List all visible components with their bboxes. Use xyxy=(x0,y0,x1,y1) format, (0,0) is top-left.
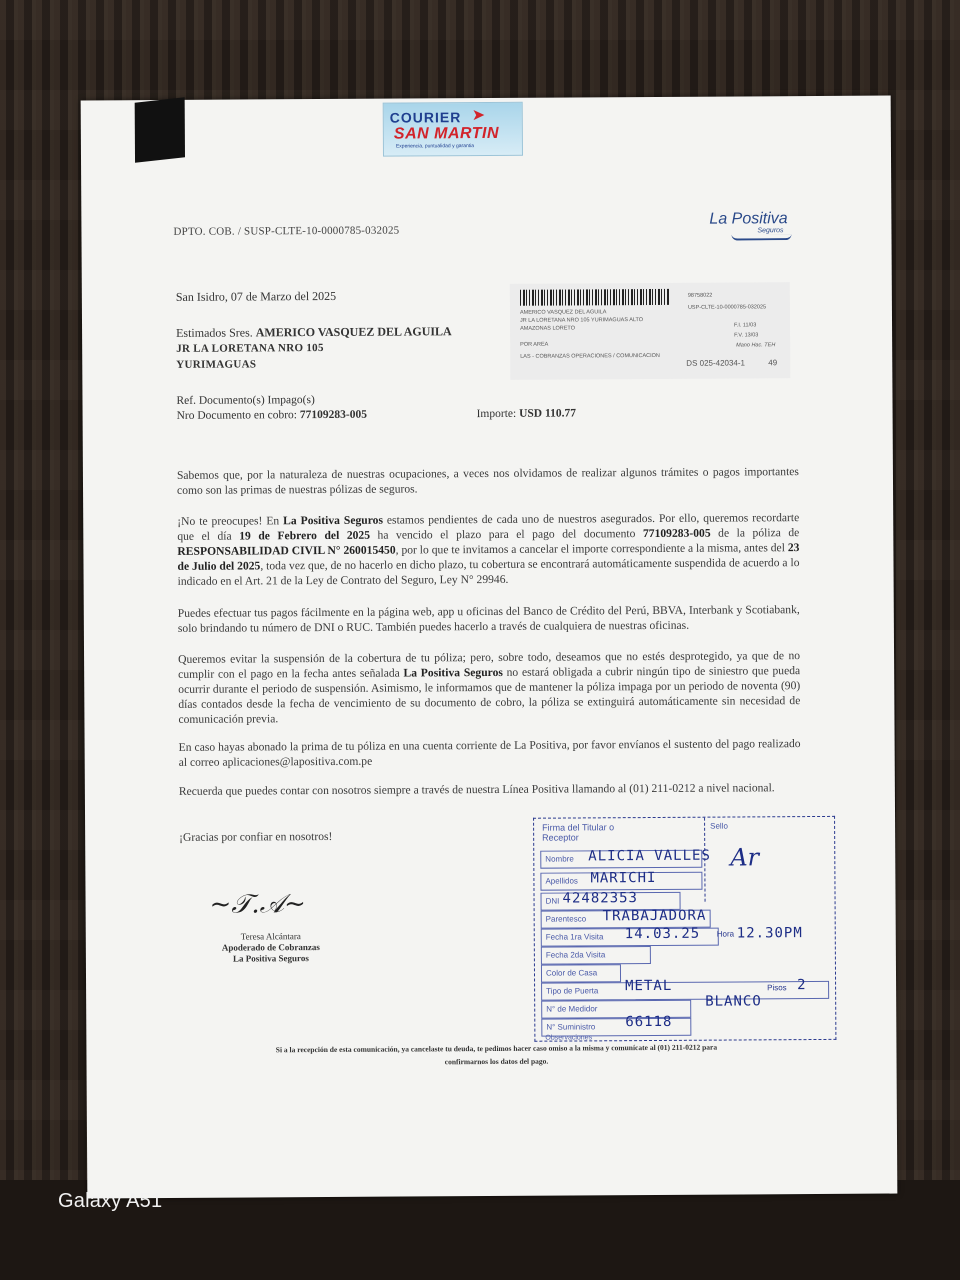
receipt-medidor-field: N° de Medidor xyxy=(541,1000,691,1019)
paragraph-3: Puedes efectuar tus pagos fácilmente en la página web, app u oficinas del Banco de Crédito del Perú, BBVA, Interbank y Scotiabank, solo brindando tu número de DNI o RUC. También puedes hacerlo a través de cualquiera de nuestras oficinas. xyxy=(177,603,800,635)
logo-swoosh-icon xyxy=(731,234,791,240)
receipt-tipo-value: METAL xyxy=(625,977,673,995)
salutation xyxy=(176,324,452,341)
receipt-tipo-field: Tipo de Puerta xyxy=(541,981,829,1001)
sticker-line-2: JR LA LORETANA NRO 105 YURIMAGUAS ALTO xyxy=(519,317,644,324)
p2-text-k: , toda vez que, de no hacerlo en dicho plazo, tu cobertura se encontrará automáticamente suspendida de acuerdo a lo indicado en el Art. 21 de la Ley de Contrato del Seguro, Ley N° 29946. xyxy=(177,556,800,588)
receipt-fecha2-field: Fecha 2da Visita xyxy=(541,946,651,965)
receipt-pisos-label: Pisos xyxy=(767,983,787,993)
reference-line: Ref. Documento(s) Impago(s) xyxy=(176,394,315,407)
department-reference: DPTO. COB. / SUSP-CLTE-10-0000785-032025 xyxy=(173,224,400,238)
p4-text-a: Queremos evitar la suspensión de la cobertura de tu póliza; pero, sobre todo, deseamos que no estés desprotegido, ya que de no cumplir con el pago en la fecha antes señalada xyxy=(178,649,801,681)
p2-text-g: de la póliza de xyxy=(710,526,800,540)
receipt-title: Firma del Titular o Receptor xyxy=(542,822,615,843)
p2-text-e: ha vencido el plazo para el pago del documento xyxy=(369,527,644,542)
receipt-dni-value: 42482353 xyxy=(562,890,639,907)
receipt-stamp-form xyxy=(533,816,836,1042)
courier-bird-icon: ➤ xyxy=(471,107,486,125)
receipt-color-field: Color de Casa xyxy=(541,964,621,982)
letter-page xyxy=(81,96,898,1199)
address-label-sticker xyxy=(510,282,791,380)
footer-line-1: Si a la recepción de esta comunicación, ya cancelaste tu deuda, te pedimos hacer caso omiso a la misma y comunícate al (01) 211-0212 para xyxy=(275,1042,718,1055)
document-number-line xyxy=(177,409,367,422)
receipt-apellidos-value: MARICHI xyxy=(590,869,657,887)
paragraph-4 xyxy=(178,648,800,727)
signer-role: Apoderado de Cobranzas xyxy=(221,942,320,953)
receipt-fecha1-value: 14.03.25 xyxy=(624,925,701,943)
paragraph-2 xyxy=(177,510,799,589)
sticker-fv: F.V. 13/03 xyxy=(734,332,759,339)
sticker-line-5: LAS - COBRANZAS OPERACIONES / COMUNICACION xyxy=(520,352,660,360)
camera-watermark: Galaxy A51 xyxy=(58,1190,163,1212)
recipient-address-1: JR LA LORETANA NRO 105 xyxy=(176,342,324,355)
p2-text-a: ¡No te preocupes! En xyxy=(177,514,284,528)
receipt-apellidos-field: Apellidos xyxy=(540,872,702,891)
receipt-fecha1-field: Fecha 1ra Visita xyxy=(541,928,719,947)
barcode-icon xyxy=(520,289,670,306)
paragraph-7: ¡Gracias por confiar en nosotros! xyxy=(179,829,333,844)
courier-top-text: COURIER xyxy=(389,109,462,126)
receipt-parentesco-field: Parentesco xyxy=(541,910,711,929)
sticker-line-1: AMERICO VASQUEZ DEL AGUILA xyxy=(519,309,607,316)
signature-scribble-icon: ~𝒯.𝒜~ xyxy=(209,889,307,920)
amount-label: Importe: xyxy=(476,407,517,421)
la-positiva-logo-sub: Seguros xyxy=(757,227,784,235)
signer-company: La Positiva Seguros xyxy=(232,953,309,964)
amount-line xyxy=(477,407,576,420)
sticker-fi: F.I. 11/03 xyxy=(734,322,757,329)
black-tape xyxy=(135,97,185,163)
p4-company: La Positiva Seguros xyxy=(403,665,503,680)
salutation-prefix: Estimados Sres. xyxy=(176,325,253,340)
paragraph-1: Sabemos que, por la naturaleza de nuestras ocupaciones, a veces nos olvidamos de realizar algunos trámites o pagos importantes como son las primas de nuestras pólizas de seguros. xyxy=(176,465,799,497)
paragraph-6: Recuerda que puedes contar con nosotros siempre a través de nuestra Línea Positiva llamando al (01) 211-0212 a nivel nacional. xyxy=(178,781,775,798)
recipient-name: AMERICO VASQUEZ DEL AGUILA xyxy=(255,324,452,340)
recipient-address-2: YURIMAGUAS xyxy=(176,358,257,371)
document-number-label: Nro Documento en cobro: xyxy=(176,409,298,422)
receipt-color-value: BLANCO xyxy=(705,993,762,1010)
amount-value: USD 110.77 xyxy=(519,407,576,420)
paragraph-5: En caso hayas abonado la prima de tu póliza en una cuenta corriente de La Positiva, por favor envíanos el sustento del pago realizado al correo aplicaciones@lapositiva.com.pe xyxy=(178,737,801,769)
p2-deadline: 23 de Julio del 2025 xyxy=(177,541,800,573)
p2-company: La Positiva Seguros xyxy=(283,513,383,528)
courier-main-text: SAN MARTIN xyxy=(393,124,500,143)
footer-line-2: confirmarnos los datos del pago. xyxy=(444,1056,549,1067)
p4-text-c: no estará obligada a cubrir ningún tipo de siniestro que pueda ocurrir durante el periodo de suspensión. Asimismo, le informamos que de mantener la póliza impaga por un periodo de noventa (90) días contados desde la fecha de vencimiento de su documento de cobro, la póliza se extinguirá automáticamente sin necesidad de comunicación previa. xyxy=(178,664,801,726)
sticker-ds: DS 025-42034-1 xyxy=(686,358,746,368)
receipt-hora-label: Hora xyxy=(716,929,735,939)
sticker-number: 49 xyxy=(768,358,778,368)
p2-due-date: 19 de Febrero del 2025 xyxy=(239,528,371,543)
sticker-code: 98758022 xyxy=(687,292,713,299)
receipt-suministro-value: 66118 xyxy=(625,1013,673,1031)
letter-footer xyxy=(196,1040,796,1070)
receipt-nombre-field: Nombre xyxy=(540,850,702,869)
receipt-pisos-value: 2 xyxy=(797,977,807,994)
signer-name: Teresa Alcántara xyxy=(240,931,301,942)
receipt-sello-label: Sello xyxy=(710,821,728,831)
p2-text-c: estamos pendientes de cada uno de nuestros asegurados. Por ello, queremos recordarte que el día xyxy=(177,511,800,543)
courier-sub-text: Experiencia, puntualidad y garantia xyxy=(395,143,475,150)
receipt-dni-field: DNI xyxy=(541,892,681,911)
seal-mark: Ar xyxy=(730,843,760,872)
p2-policy: RESPONSABILIDAD CIVIL N° 260015450 xyxy=(177,543,396,558)
receipt-suministro-field: N° Suministro xyxy=(541,1018,691,1037)
sticker-ref: USP-CLTE-10-0000785-032025 xyxy=(687,304,767,311)
signature-block xyxy=(196,931,346,965)
sticker-line-4: POR AREA xyxy=(520,341,549,348)
receipt-hora-value: 12.30PM xyxy=(736,925,803,942)
courier-san-martin-sticker xyxy=(383,102,523,157)
receipt-obs-field: Observaciones xyxy=(545,1034,593,1042)
sticker-mano: Mano Hac. TEH xyxy=(736,342,776,349)
la-positiva-logo: La Positiva xyxy=(709,210,788,228)
receipt-nombre-value: ALICIA VALLES xyxy=(588,847,711,865)
p2-document: 77109283-005 xyxy=(642,526,711,541)
sticker-line-3: AMAZONAS LORETO xyxy=(520,325,575,332)
p2-text-i: , por lo que te invitamos a cancelar el importe correspondiente a la misma, antes del xyxy=(395,541,788,557)
letter-date: San Isidro, 07 de Marzo del 2025 xyxy=(175,288,337,304)
receipt-parentesco-value: TRABAJADORA xyxy=(602,907,707,925)
document-number-value: 77109283-005 xyxy=(299,408,367,422)
